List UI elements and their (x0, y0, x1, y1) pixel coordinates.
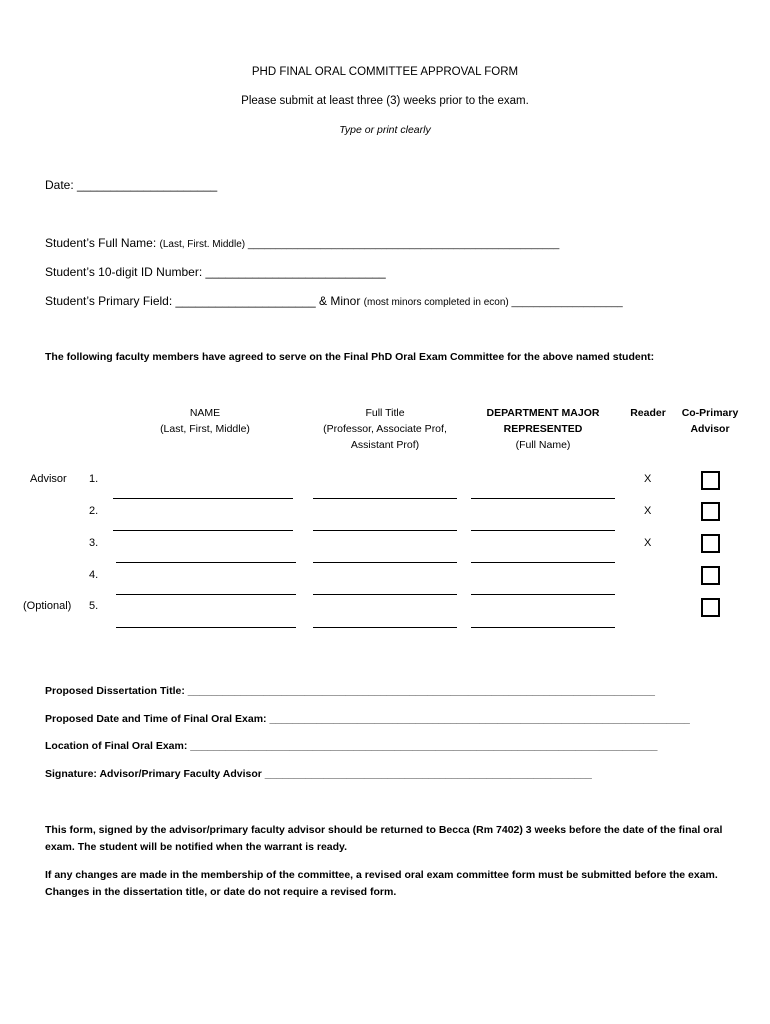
name-line[interactable] (116, 594, 296, 595)
title-line[interactable] (313, 498, 457, 499)
print-note: Type or print clearly (339, 124, 431, 136)
header-dept-title2: REPRESENTED (503, 423, 583, 435)
exam-date-time-field[interactable]: Proposed Date and Time of Final Oral Exam: ________________________________________________________________________ (45, 713, 690, 725)
header-title-sub1: (Professor, Associate Prof, (323, 423, 447, 435)
header-coprimary-2: Advisor (690, 423, 730, 435)
form-subtitle: Please submit at least three (3) weeks prior to the exam. (241, 95, 529, 107)
committee-intro: The following faculty members have agreed to serve on the Final PhD Oral Exam Committee for the above named student: (45, 351, 655, 363)
title-line[interactable] (313, 594, 457, 595)
date-field[interactable]: Date: _____________________ (45, 178, 218, 192)
header-department (472, 405, 614, 453)
form-title: PHD FINAL ORAL COMMITTEE APPROVAL FORM (251, 66, 519, 78)
header-title-sub2: Assistant Prof) (350, 439, 420, 451)
department-line[interactable] (471, 498, 615, 499)
name-line[interactable] (113, 498, 293, 499)
department-line[interactable] (471, 562, 615, 563)
name-line[interactable] (116, 627, 296, 628)
header-name-sub: (Last, First, Middle) (160, 423, 250, 435)
row-role: Advisor (30, 473, 67, 485)
title-line[interactable] (313, 562, 457, 563)
reader-mark: X (644, 473, 652, 485)
header-dept-title1: DEPARTMENT MAJOR (486, 407, 600, 419)
advisor-signature-field[interactable]: Signature: Advisor/Primary Faculty Advisor ________________________________________________________ (45, 768, 592, 780)
header-name-title: NAME (189, 407, 221, 419)
header-reader: Reader (630, 407, 666, 419)
header-coprimary (674, 405, 746, 437)
primary-field-field[interactable] (45, 294, 623, 308)
coprimary-checkbox[interactable] (701, 502, 720, 521)
coprimary-checkbox[interactable] (701, 534, 720, 553)
department-line[interactable] (471, 627, 615, 628)
dissertation-title-field[interactable]: Proposed Dissertation Title: ________________________________________________________________________________ (45, 685, 655, 697)
name-line[interactable] (113, 530, 293, 531)
reader-mark: X (644, 537, 652, 549)
header-title-title: Full Title (365, 407, 405, 419)
return-instructions: This form, signed by the advisor/primary faculty advisor should be returned to Becca (Rm 7402) 3 weeks before the date of the final oral exam. The student will be notified when the warrant is ready. (45, 824, 723, 853)
student-id-field[interactable]: Student’s 10-digit ID Number: ___________________________ (45, 265, 386, 279)
name-line[interactable] (116, 562, 296, 563)
changes-instructions: If any changes are made in the membership of the committee, a revised oral exam committee form must be submitted before the exam. Changes in the dissertation title, or date do not require a revised form. (45, 869, 718, 898)
row-number: 5. (89, 600, 99, 612)
row-number: 4. (89, 569, 99, 581)
minor-hint: (most minors completed in econ) ____________________ (363, 297, 623, 308)
title-line[interactable] (313, 627, 457, 628)
header-full-title (305, 405, 465, 453)
row-role: (Optional) (23, 600, 72, 612)
title-line[interactable] (313, 530, 457, 531)
header-name (130, 405, 280, 437)
full-name-field[interactable] (45, 236, 559, 250)
header-coprimary-1: Co-Primary (681, 407, 739, 419)
coprimary-checkbox[interactable] (701, 598, 720, 617)
department-line[interactable] (471, 530, 615, 531)
header-dept-sub: (Full Name) (515, 439, 571, 451)
coprimary-checkbox[interactable] (701, 471, 720, 490)
row-number: 3. (89, 537, 99, 549)
full-name-hint: (Last, First. Middle) ________________________________________________________ (159, 239, 560, 250)
primary-field-label: Student’s Primary Field: _____________________ & Minor (45, 294, 361, 308)
row-number: 1. (89, 473, 99, 485)
coprimary-checkbox[interactable] (701, 566, 720, 585)
full-name-label: Student’s Full Name: (45, 236, 157, 250)
exam-location-field[interactable]: Location of Final Oral Exam: ________________________________________________________________________________ (45, 740, 658, 752)
row-number: 2. (89, 505, 99, 517)
department-line[interactable] (471, 594, 615, 595)
reader-mark: X (644, 505, 652, 517)
